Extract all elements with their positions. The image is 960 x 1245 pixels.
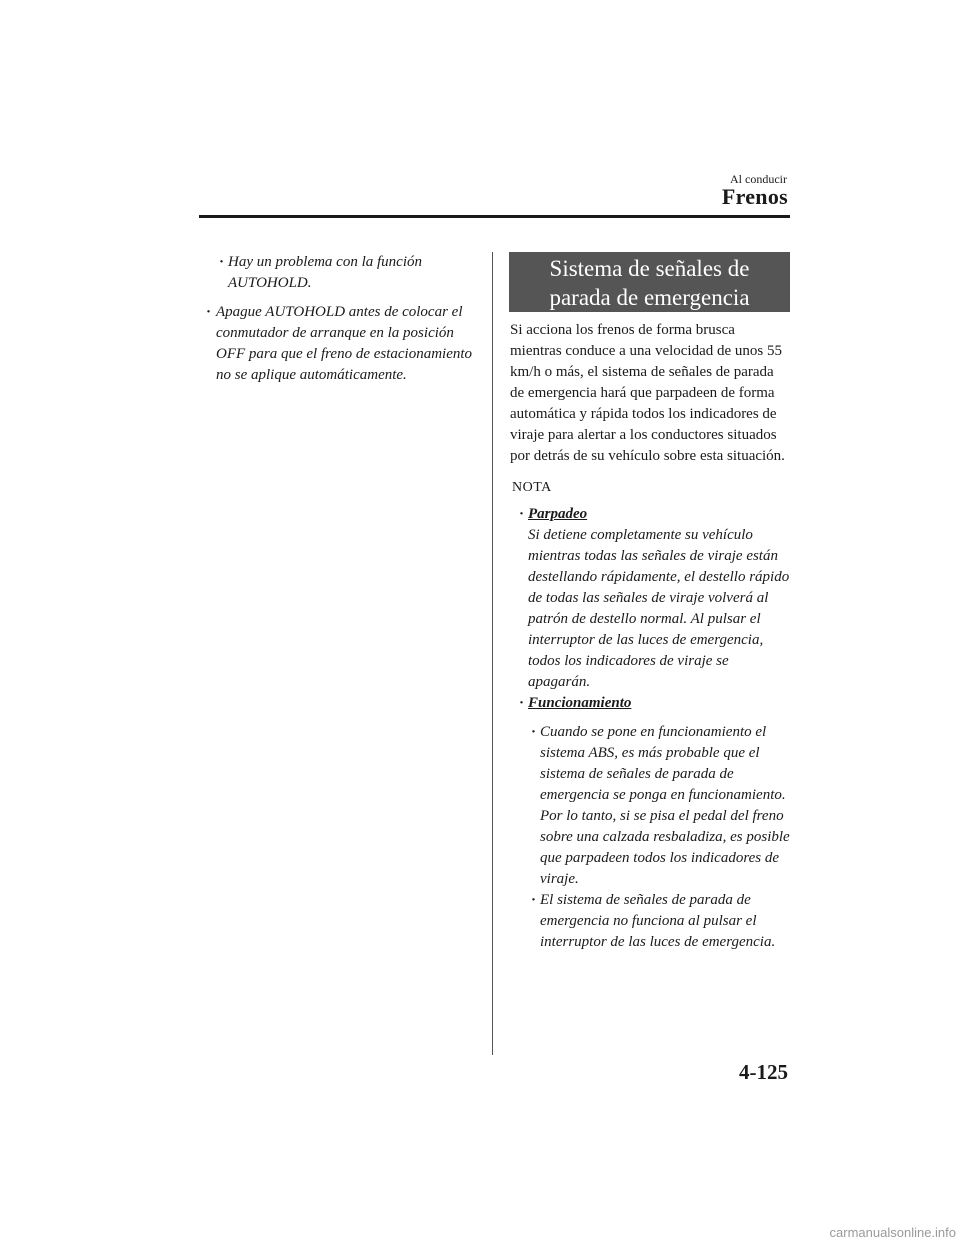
list-item: · Cuando se pone en funcionamiento el sistema ABS, es más probable que el sistema de señales de parada de emergencia se ponga en funcionamiento. Por lo tanto, si se pisa el pedal del freno sobre una calzada resbaladiza, es posible que parpadeen todos los indicadores de viraje.: [510, 722, 790, 890]
watermark: carmanualsonline.info: [829, 1225, 956, 1240]
note-text: Si detiene completamente su vehículo mientras todas las señales de viraje están destellando rápidamente, el destello rápido de todas las señales de viraje volverá al patrón de destello normal. Al pulsar el interruptor de las luces de emergencia, todos los indicadores de viraje se apagarán.: [528, 527, 790, 690]
note-item-parpadeo: [510, 504, 790, 693]
page-title: Frenos: [721, 184, 788, 209]
list-item: · Apague AUTOHOLD antes de colocar el conmutador de arranque en la posición OFF para que el freno de estacionamiento no se aplique automáticamente.: [200, 302, 475, 386]
page-number: 4-125: [739, 1060, 788, 1084]
section-title-line: Sistema de señales de: [549, 256, 750, 281]
note-item-funcionamiento: [510, 693, 790, 714]
note-heading: Parpadeo: [528, 506, 588, 522]
note-label: NOTA: [512, 480, 552, 495]
header-divider: [199, 215, 790, 218]
section-title-banner: [509, 252, 790, 312]
list-item: · El sistema de señales de parada de emergencia no funciona al pulsar el interruptor de las luces de emergencia.: [510, 890, 790, 953]
section-title-line: parada de emergencia: [549, 285, 750, 310]
header-section-label: Al conducir: [730, 172, 787, 186]
section-body: Si acciona los frenos de forma brusca mientras conduce a una velocidad de unos 55 km/h o más, el sistema de señales de parada de emergencia hará que parpadeen de forma automática y rápida todos los indicadores de viraje para alertar a los conductores situados por detrás de su vehículo sobre esta situación.: [510, 322, 785, 464]
note-sub-list: [510, 722, 790, 953]
left-column: [200, 252, 475, 386]
note-heading: Funcionamiento: [528, 695, 632, 711]
right-column: [510, 320, 790, 953]
column-divider: [492, 252, 493, 1055]
list-item: · Hay un problema con la función AUTOHOLD.: [200, 252, 475, 294]
